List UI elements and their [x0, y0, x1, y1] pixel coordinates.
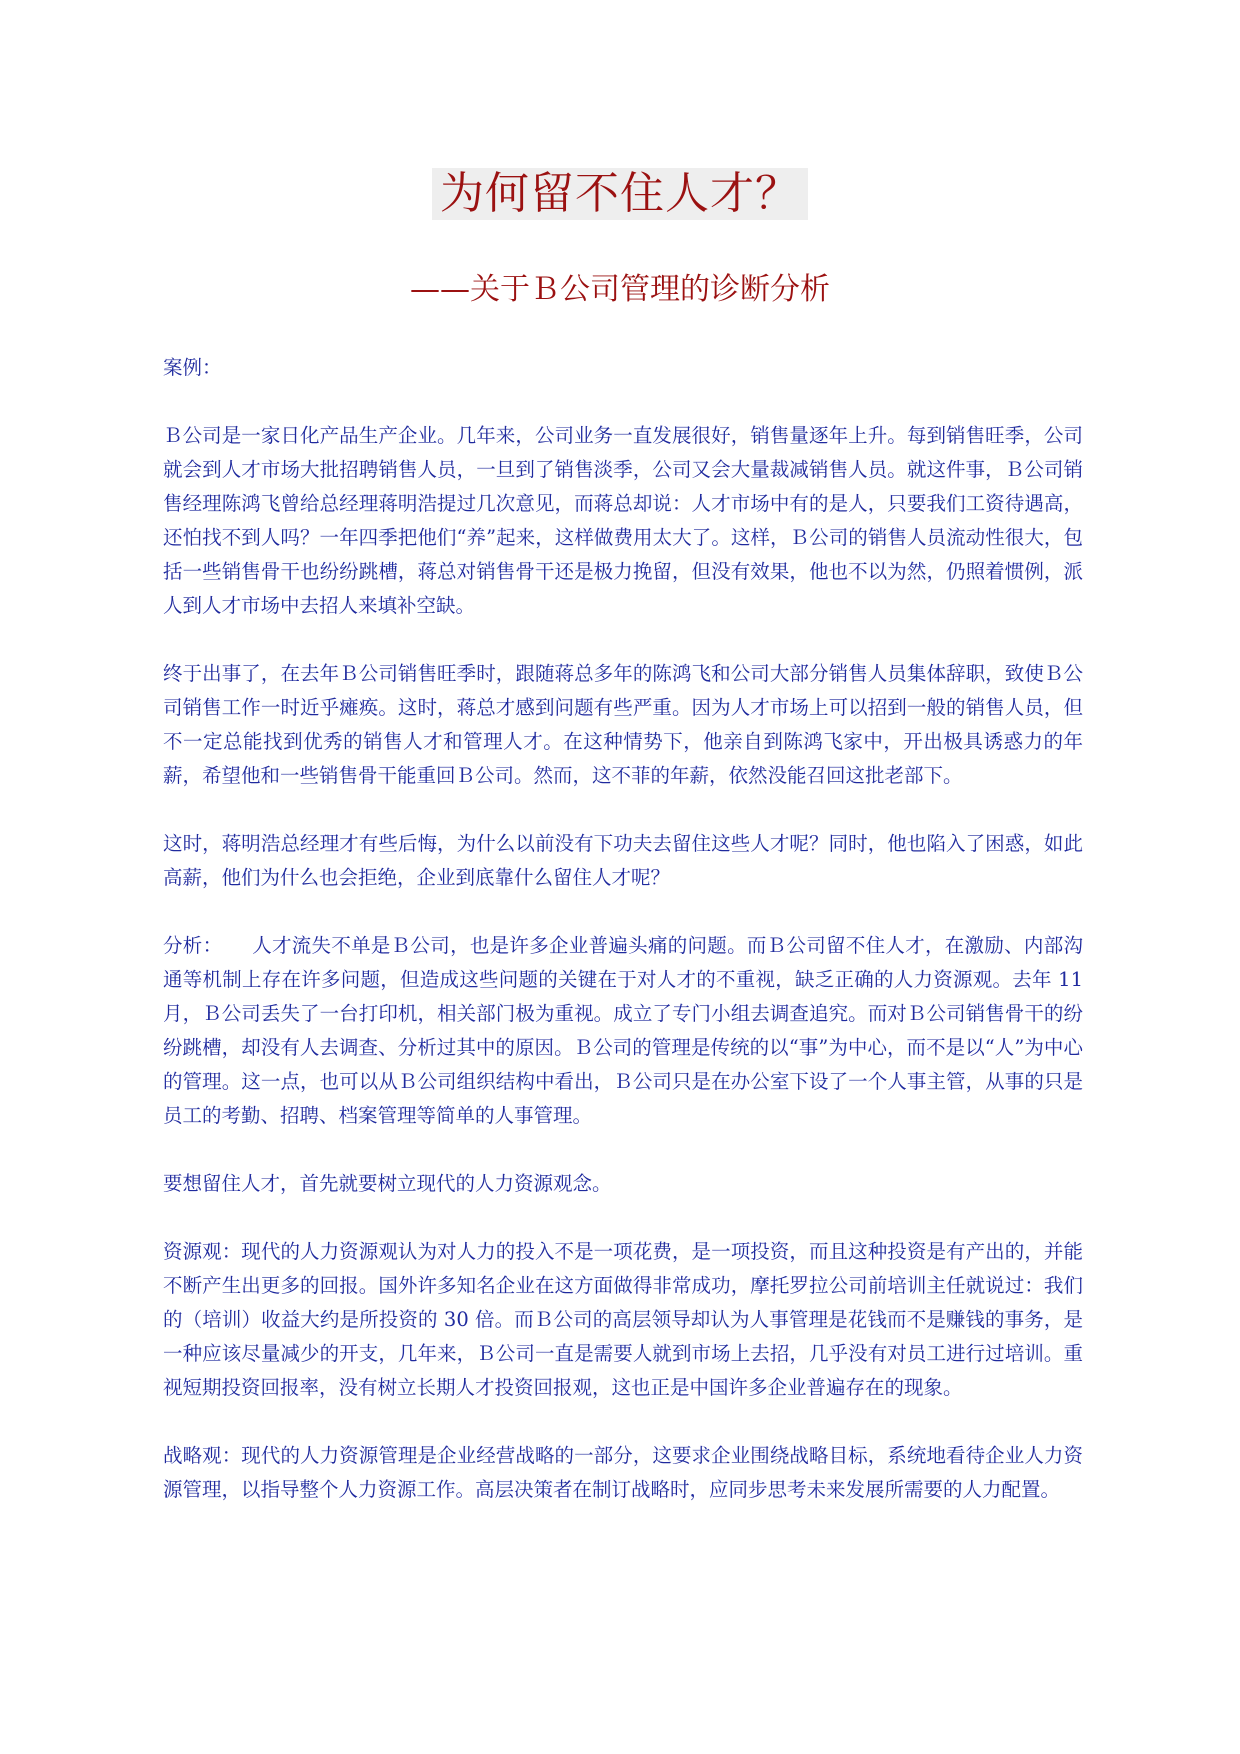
- title-container: [0, 168, 1240, 220]
- subtitle-container: [0, 270, 1240, 310]
- document-body: [163, 351, 1083, 1541]
- case-paragraph-3: 这时，蒋明浩总经理才有些后悔，为什么以前没有下功夫去留住这些人才呢？同时，他也陷入了困惑，如此高薪，他们为什么也会拒绝，企业到底靠什么留住人才呢？: [163, 832, 1083, 889]
- strategy-view-paragraph: 战略观：现代的人力资源管理是企业经营战略的一部分，这要求企业围绕战略目标，系统地看待企业人力资源管理，以指导整个人力资源工作。高层决策者在制订战略时，应同步思考未来发展所需要的人力配置。: [163, 1444, 1083, 1501]
- analysis-paragraph: 分析： 人才流失不单是Ｂ公司，也是许多企业普遍头痛的问题。而Ｂ公司留不住人才，在激励、内部沟通等机制上存在许多问题，但造成这些问题的关键在于对人才的不重视，缺乏正确的人力资源观。去年 11 月，Ｂ公司丢失了一台打印机，相关部门极为重视。成立了专门小组去调查追究。而对Ｂ公司销售骨干的纷纷跳槽，却没有人去调查、分析过其中的原因。Ｂ公司的管理是传统的以“事”为中心，而不是以“人”为中心的管理。这一点，也可以从Ｂ公司组织结构中看出，Ｂ公司只是在办公室下设了一个人事主管，从事的只是员工的考勤、招聘、档案管理等简单的人事管理。: [163, 934, 1083, 1127]
- document-title: 为何留不住人才？: [432, 168, 808, 220]
- resource-view-paragraph: 资源观：现代的人力资源观认为对人力的投入不是一项花费，是一项投资，而且这种投资是有产出的，并能不断产生出更多的回报。国外许多知名企业在这方面做得非常成功，摩托罗拉公司前培训主任就说过：我们的（培训）收益大约是所投资的 30 倍。而Ｂ公司的高层领导却认为人事管理是花钱而不是赚钱的事务，是一种应该尽量减少的开支，几年来，Ｂ公司一直是需要人就到市场上去招，几乎没有对员工进行过培训。重视短期投资回报率，没有树立长期人才投资回报观，这也正是中国许多企业普遍存在的现象。: [163, 1240, 1083, 1399]
- concept-intro-paragraph: 要想留住人才，首先就要树立现代的人力资源观念。: [163, 1172, 612, 1195]
- document-subtitle: ——关于Ｂ公司管理的诊断分析: [410, 272, 830, 307]
- case-label: 案例：: [163, 356, 222, 379]
- case-paragraph-2: 终于出事了，在去年Ｂ公司销售旺季时，跟随蒋总多年的陈鸿飞和公司大部分销售人员集体辞职，致使Ｂ公司销售工作一时近乎瘫痪。这时，蒋总才感到问题有些严重。因为人才市场上可以招到一般的销售人员，但不一定总能找到优秀的销售人才和管理人才。在这种情势下，他亲自到陈鸿飞家中，开出极具诱惑力的年薪，希望他和一些销售骨干能重回Ｂ公司。然而，这不菲的年薪，依然没能召回这批老部下。: [163, 662, 1083, 787]
- case-paragraph-1: Ｂ公司是一家日化产品生产企业。几年来，公司业务一直发展很好，销售量逐年上升。每到销售旺季，公司就会到人才市场大批招聘销售人员，一旦到了销售淡季，公司又会大量裁减销售人员。就这件事，Ｂ公司销售经理陈鸿飞曾给总经理蒋明浩提过几次意见，而蒋总却说：人才市场中有的是人，只要我们工资待遇高，还怕找不到人吗？一年四季把他们“养”起来，这样做费用太大了。这样，Ｂ公司的销售人员流动性很大，包括一些销售骨干也纷纷跳槽，蒋总对销售骨干还是极力挽留，但没有效果，他也不以为然，仍照着惯例，派人到人才市场中去招人来填补空缺。: [163, 424, 1083, 617]
